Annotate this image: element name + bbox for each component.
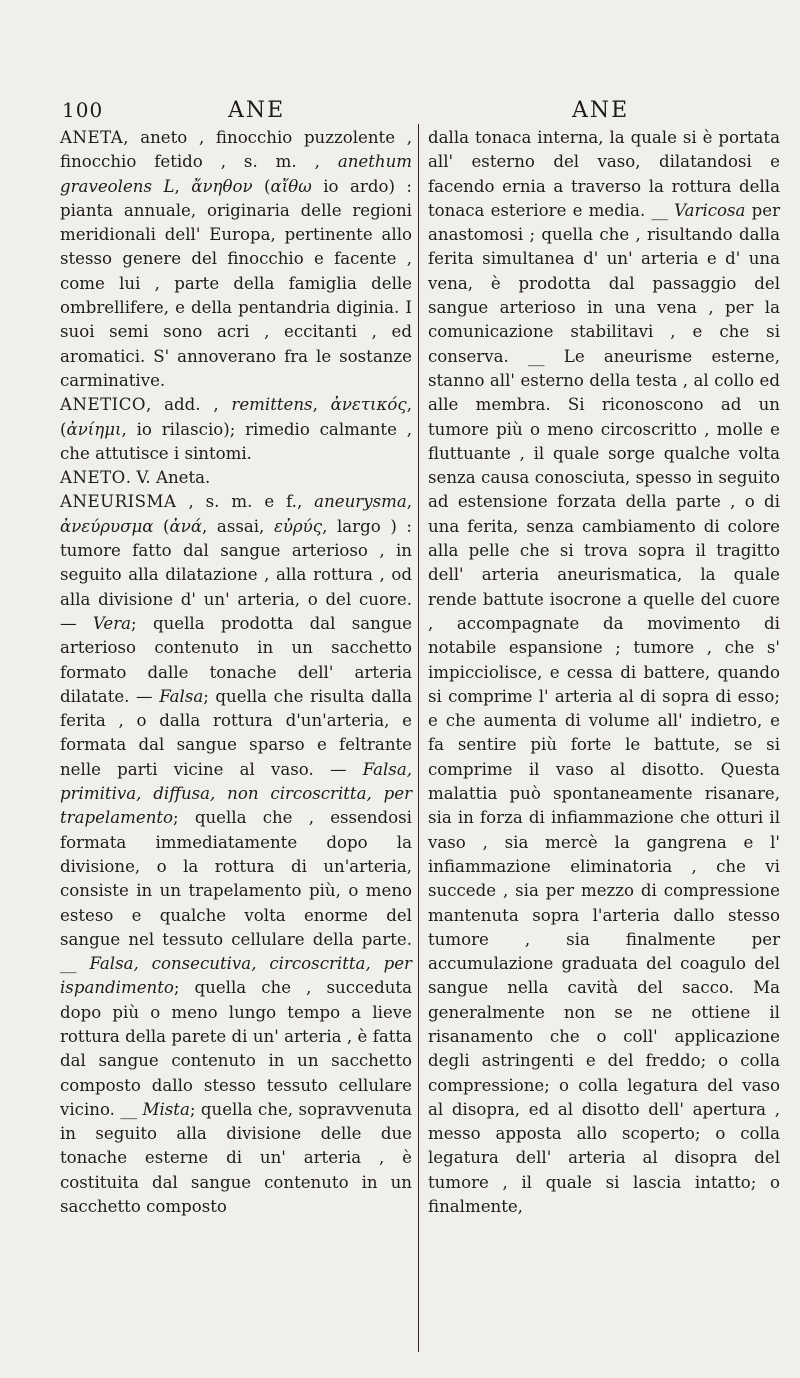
greek-term: ἄνηθον	[191, 176, 253, 196]
subtype-term: Falsa, primitiva, diffusa, non circoscritta, per trapelamento	[60, 759, 412, 828]
entry-aneto: ANETO. V. Aneta.	[60, 468, 211, 488]
entry-aneta: ANETA, aneto , finocchio puzzolente , finocchio fetido , s. m. , anethum graveolens L, ἄνηθον (αἴθω io ardo) : pianta annuale, originaria delle regioni meridionali dell' Europa, pertinente allo stesso genere del finocchio e facente , come lui , parte della famiglia delle ombrellifere, e della pentandria diginia. I suoi semi sono acri , eccitanti , ed aromatici. S' annoverano fra le sostanze carminative.	[60, 128, 412, 390]
greek-term: ἀνετικός	[330, 395, 407, 415]
page-number: 100	[62, 98, 104, 122]
greek-term: αἴθω	[270, 176, 312, 196]
latin-name: remittens	[231, 395, 313, 415]
entry-head: ANETO	[60, 468, 126, 488]
column-divider	[418, 124, 419, 1352]
left-column	[60, 126, 412, 1219]
entry-aneurisma-continued: dalla tonaca interna, la quale si è portata all' esterno del vaso, dilatandosi e facendo ernia a traverso la rottura della tonaca esteriore e media. __ Varicosa per anastomosi ; quella che , risultando dalla ferita simultanea d' un' arteria e d' una vena, è prodotta dal passaggio del sangue arterioso in una vena , per la comunicazione stabilitavi , e che si conserva. __ Le aneurisme esterne, stanno all' esterno della testa , al collo ed alle membra. Si riconoscono ad un tumore più o meno circoscritto , molle e fluttuante , il quale sorge qualche volta senza causa conosciuta, spesso in seguito ad estensione forzata della parte , o di una ferita, senza cambiamento di colore alla pelle che si trova sopra il tragitto dell' arteria aneurismatica, la quale rende battute isocrone a quelle del cuore , accompagnate da movimento di notabile espansione ; tumore , che s' impicciolisce, e cessa di battere, quando si comprime l' arteria al di sopra di esso; e che aumenta di volume all' indietro, e fa sentire più forte le battute, se si comprime il vaso al disotto. Questa malattia può spontaneamente risanare, sia in forza di infiammazione che otturi il vaso , sia mercè la gangrena e l' infiammazione eliminatoria , che vi succede , sia per mezzo di compressione mantenuta sopra l'arteria dallo stesso tumore , sia finalmente per accumulazione graduata del coagulo del sangue nella cavità del sacco. Ma generalmente non se ne ottiene il risanamento che o coll' applicazione degli astringenti e del freddo; o colla compressione; o colla legatura del vaso al disopra, ed al disotto dell' apertura , messo apposta allo scoperto; o colla legatura dell' arteria al disopra del tumore , il quale si lascia intatto; o finalmente,	[428, 128, 780, 1217]
greek-term: ἀνεύρυσμα	[60, 516, 154, 536]
entry-aneurisma: ANEURISMA , s. m. e f., aneurysma, ἀνεύρυσμα (ἀνά, assai, εὐρύς, largo ) : tumore fatto dal sangue arterioso , in seguito alla dilatazione , alla rottura , od alla divisione d' un' arteria, o del cuore. — Vera; quella prodotta dal sangue arterioso contenuto in un sacchetto formato dalle tonache dell' arteria dilatate. — Falsa; quella che risulta dalla ferita , o dalla rottura d'un'arteria, e formata dal sangue sparso e feltrante nelle parti vicine al vaso. — Falsa, primitiva, diffusa, non circoscritta, per trapelamento; quella che , essendosi formata immediatamente dopo la divisione, o la rottura di un'arteria, consiste in un trapelamento più, o meno esteso e qualche volta enorme del sangue nel tessuto cellulare della parte. __ Falsa, consecutiva, circoscritta, per ispandimento; quella che , succeduta dopo più o meno lungo tempo a lieve rottura della parete di un' arteria , è fatta dal sangue contenuto in un sacchetto composto dallo stesso tessuto cellulare vicino. __ Mista; quella che, sopravvenuta in seguito alla divisione delle due tonache esterne di un' arteria , è costituita dal sangue contenuto in un sacchetto composto	[60, 492, 412, 1217]
running-head-right: ANE	[572, 98, 630, 123]
latin-name: anethum graveolens L	[60, 152, 412, 196]
subtype-term: Mista	[142, 1099, 190, 1119]
subtype-term: Falsa	[159, 686, 204, 706]
entry-anetico: ANETICO, add. , remittens, ἀνετικός, (ἀνίημι, io rilascio); rimedio calmante , che attutisce i sintomi.	[60, 395, 412, 463]
subtype-term: Vera	[92, 613, 132, 633]
latin-name: aneurysma	[314, 492, 407, 512]
entry-head: ANETA	[60, 128, 124, 147]
greek-term: ἀνίημι	[66, 419, 122, 439]
greek-term: ἀνά	[169, 516, 203, 536]
entry-head: ANETICO	[60, 395, 147, 415]
right-column	[428, 126, 780, 1219]
entry-head: ANEURISMA	[60, 492, 177, 512]
subtype-term: Varicosa	[674, 200, 746, 220]
greek-term: εὐρύς	[273, 516, 323, 536]
running-head-left: ANE	[228, 98, 286, 123]
subtype-term: Falsa, consecutiva, circoscritta, per ispandimento	[60, 954, 412, 998]
